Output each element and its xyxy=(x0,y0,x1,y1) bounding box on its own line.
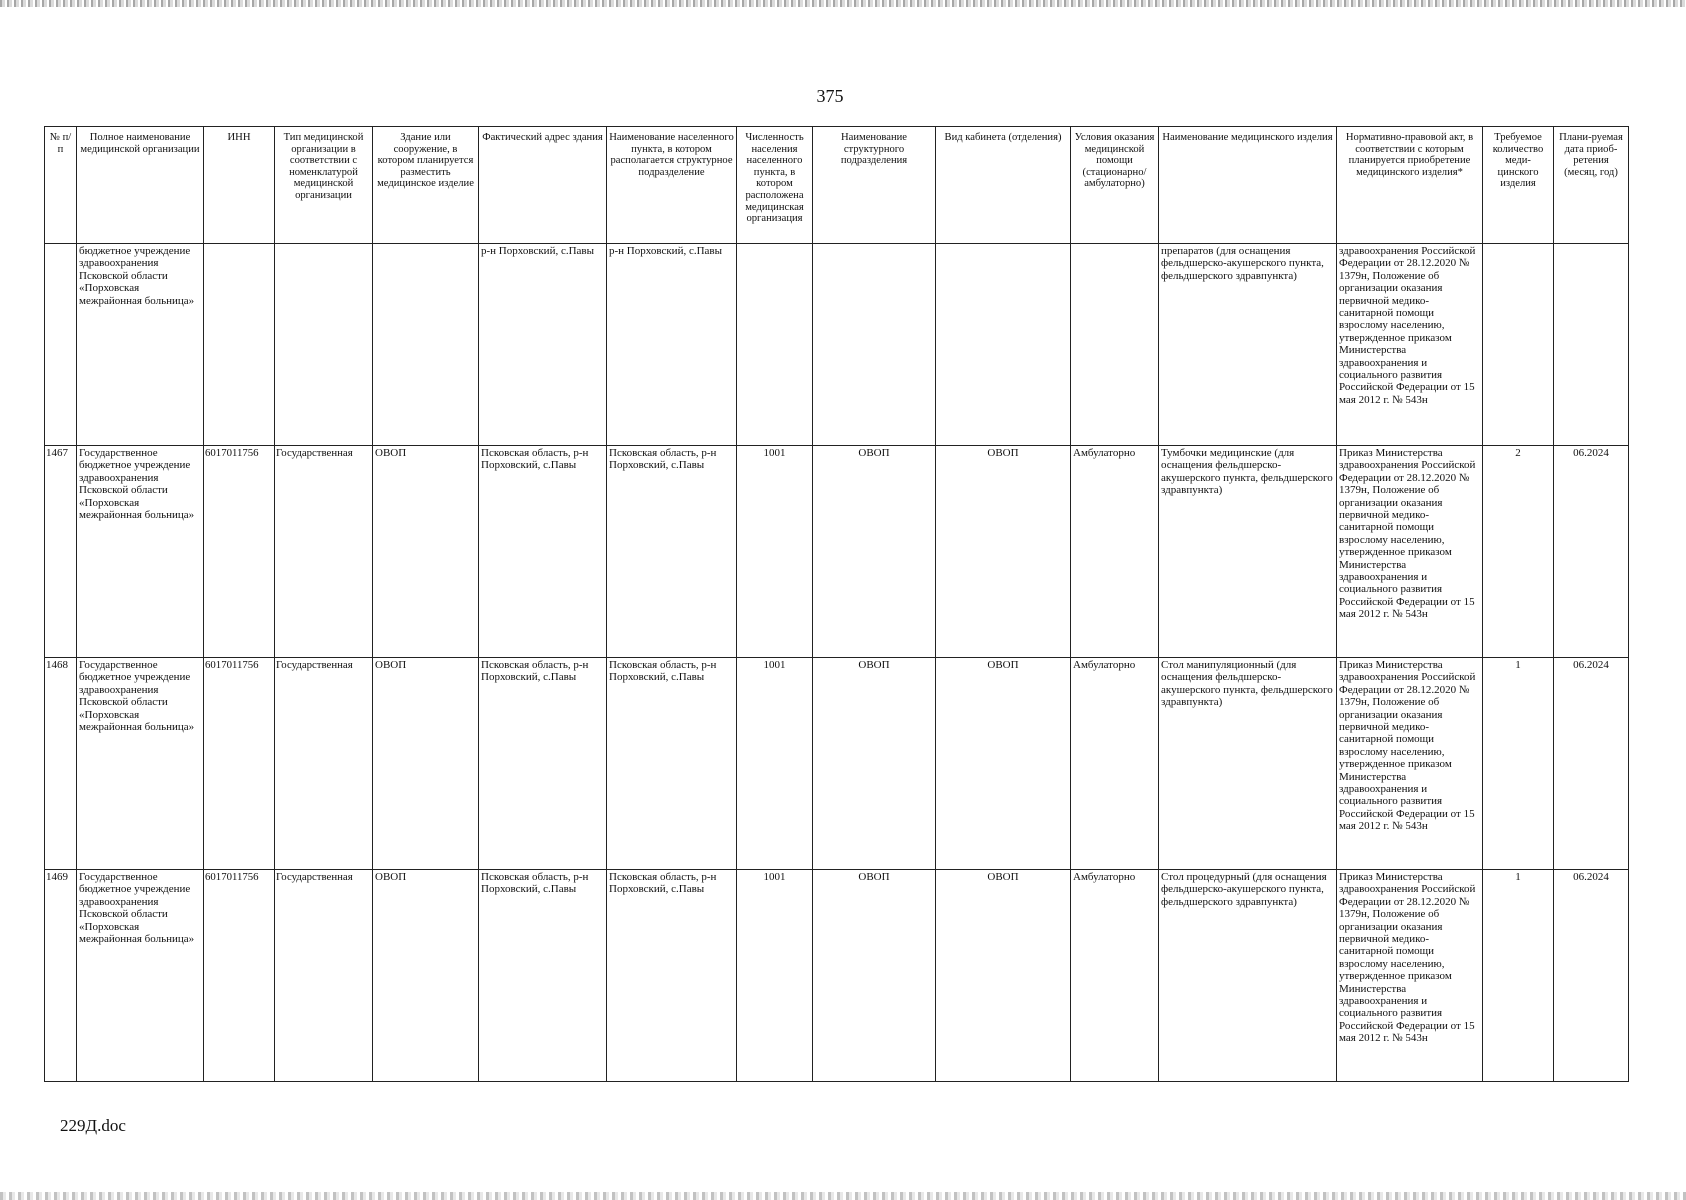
cell-type xyxy=(275,244,373,446)
cell-device: Стол процедурный (для оснащения фельдшерско-акушерского пункта, фельдшерского здравпункта) xyxy=(1159,870,1337,1082)
cell-type: Государственная xyxy=(275,446,373,658)
cell-org: Государственное бюджетное учреждение здравоохранения Псковской области «Порховская межрайонная больница» xyxy=(77,658,204,870)
header-quantity: Требуемое количество меди-цинского изделия xyxy=(1483,127,1554,244)
cell-building: ОВОП xyxy=(373,446,479,658)
cell-conditions: Амбулаторно xyxy=(1071,446,1159,658)
cell-quantity: 1 xyxy=(1483,870,1554,1082)
scan-edge-top xyxy=(0,0,1686,7)
header-legal-act: Нормативно-правовой акт, в соответствии с которым планируется приобретение медицинского изделия* xyxy=(1337,127,1483,244)
cell-subdivision: ОВОП xyxy=(813,446,936,658)
header-org: Полное наименование медицинской организации xyxy=(77,127,204,244)
cell-device: Стол манипуляционный (для оснащения фельдшерско-акушерского пункта, фельдшерского здравпункта) xyxy=(1159,658,1337,870)
header-locality: Наименование населенного пункта, в котором располагается структурное подразделение xyxy=(607,127,737,244)
page-number: 375 xyxy=(816,86,844,106)
cell-org: бюджетное учреждение здравоохранения Псковской области «Порховская межрайонная больница» xyxy=(77,244,204,446)
header-building: Здание или сооружение, в котором планируется разместить медицинское изделие xyxy=(373,127,479,244)
table-row xyxy=(45,658,1629,870)
cell-date: 06.2024 xyxy=(1554,658,1629,870)
cell-quantity: 1 xyxy=(1483,658,1554,870)
cell-conditions: Амбулаторно xyxy=(1071,658,1159,870)
cell-org: Государственное бюджетное учреждение здравоохранения Псковской области «Порховская межрайонная больница» xyxy=(77,870,204,1082)
footer-filename: 229Д.doc xyxy=(60,1116,126,1135)
cell-address: Псковская область, р-н Порховский, с.Павы xyxy=(479,446,607,658)
cell-population: 1001 xyxy=(737,870,813,1082)
cell-conditions xyxy=(1071,244,1159,446)
cell-locality: Псковская область, р-н Порховский, с.Павы xyxy=(607,658,737,870)
header-inn: ИНН xyxy=(204,127,275,244)
header-type: Тип медицинской организации в соответствии с номенклатурой медицинской организации xyxy=(275,127,373,244)
cell-building: ОВОП xyxy=(373,870,479,1082)
cell-cabinet: ОВОП xyxy=(936,446,1071,658)
header-conditions: Условия оказания медицинской помощи (стационарно/ амбулаторно) xyxy=(1071,127,1159,244)
cell-population: 1001 xyxy=(737,446,813,658)
cell-num: 1467 xyxy=(45,446,77,658)
cell-num: 1469 xyxy=(45,870,77,1082)
cell-address: Псковская область, р-н Порховский, с.Павы xyxy=(479,870,607,1082)
header-device: Наименование медицинского изделия xyxy=(1159,127,1337,244)
cell-legal-act: Приказ Министерства здравоохранения Российской Федерации от 28.12.2020 № 1379н, Положение об организации оказания первичной медико-санитарной помощи взрослому населению, утвержденное приказом Министерства здравоохранения и социального развития Российской Федерации от 15 мая 2012 г. № 543н xyxy=(1337,870,1483,1082)
cell-inn: 6017011756 xyxy=(204,446,275,658)
cell-subdivision: ОВОП xyxy=(813,870,936,1082)
cell-legal-act: Приказ Министерства здравоохранения Российской Федерации от 28.12.2020 № 1379н, Положение об организации оказания первичной медико-санитарной помощи взрослому населению, утвержденное приказом Министерства здравоохранения и социального развития Российской Федерации от 15 мая 2012 г. № 543н xyxy=(1337,446,1483,658)
cell-inn: 6017011756 xyxy=(204,658,275,870)
cell-num xyxy=(45,244,77,446)
cell-date: 06.2024 xyxy=(1554,446,1629,658)
header-address: Фактический адрес здания xyxy=(479,127,607,244)
cell-locality: р-н Порховский, с.Павы xyxy=(607,244,737,446)
cell-locality: Псковская область, р-н Порховский, с.Павы xyxy=(607,870,737,1082)
header-cabinet: Вид кабинета (отделения) xyxy=(936,127,1071,244)
cell-legal-act: Приказ Министерства здравоохранения Российской Федерации от 28.12.2020 № 1379н, Положение об организации оказания первичной медико-санитарной помощи взрослому населению, утвержденное приказом Министерства здравоохранения и социального развития Российской Федерации от 15 мая 2012 г. № 543н xyxy=(1337,658,1483,870)
cell-device: препаратов (для оснащения фельдшерско-акушерского пункта, фельдшерского здравпункта) xyxy=(1159,244,1337,446)
cell-cabinet: ОВОП xyxy=(936,658,1071,870)
header-population: Численность населения населенного пункта, в котором расположена медицинская организация xyxy=(737,127,813,244)
cell-inn: 6017011756 xyxy=(204,870,275,1082)
cell-cabinet xyxy=(936,244,1071,446)
table-row xyxy=(45,446,1629,658)
cell-org: Государственное бюджетное учреждение здравоохранения Псковской области «Порховская межрайонная больница» xyxy=(77,446,204,658)
cell-conditions: Амбулаторно xyxy=(1071,870,1159,1082)
cell-type: Государственная xyxy=(275,870,373,1082)
cell-date: 06.2024 xyxy=(1554,870,1629,1082)
cell-address: Псковская область, р-н Порховский, с.Павы xyxy=(479,658,607,870)
header-subdivision: Наименование структурного подразделения xyxy=(813,127,936,244)
cell-population xyxy=(737,244,813,446)
scan-edge-bottom xyxy=(0,1192,1686,1200)
table-header-row xyxy=(45,127,1629,244)
table-row-continuation xyxy=(45,244,1629,446)
table-row xyxy=(45,870,1629,1082)
equipment-table xyxy=(44,126,1629,1082)
cell-inn xyxy=(204,244,275,446)
cell-address: р-н Порховский, с.Павы xyxy=(479,244,607,446)
cell-population: 1001 xyxy=(737,658,813,870)
cell-subdivision: ОВОП xyxy=(813,658,936,870)
cell-type: Государственная xyxy=(275,658,373,870)
cell-device: Тумбочки медицинские (для оснащения фельдшерско-акушерского пункта, фельдшерского здравпункта) xyxy=(1159,446,1337,658)
cell-date xyxy=(1554,244,1629,446)
header-num: № п/п xyxy=(45,127,77,244)
cell-building xyxy=(373,244,479,446)
cell-quantity xyxy=(1483,244,1554,446)
cell-cabinet: ОВОП xyxy=(936,870,1071,1082)
cell-legal-act: здравоохранения Российской Федерации от 28.12.2020 № 1379н, Положение об организации оказания первичной медико-санитарной помощи взрослому населению, утвержденное приказом Министерства здравоохранения и социального развития Российской Федерации от 15 мая 2012 г. № 543н xyxy=(1337,244,1483,446)
header-date: Плани-руемая дата приоб-ретения (месяц, год) xyxy=(1554,127,1629,244)
cell-subdivision xyxy=(813,244,936,446)
cell-locality: Псковская область, р-н Порховский, с.Павы xyxy=(607,446,737,658)
cell-num: 1468 xyxy=(45,658,77,870)
cell-building: ОВОП xyxy=(373,658,479,870)
cell-quantity: 2 xyxy=(1483,446,1554,658)
